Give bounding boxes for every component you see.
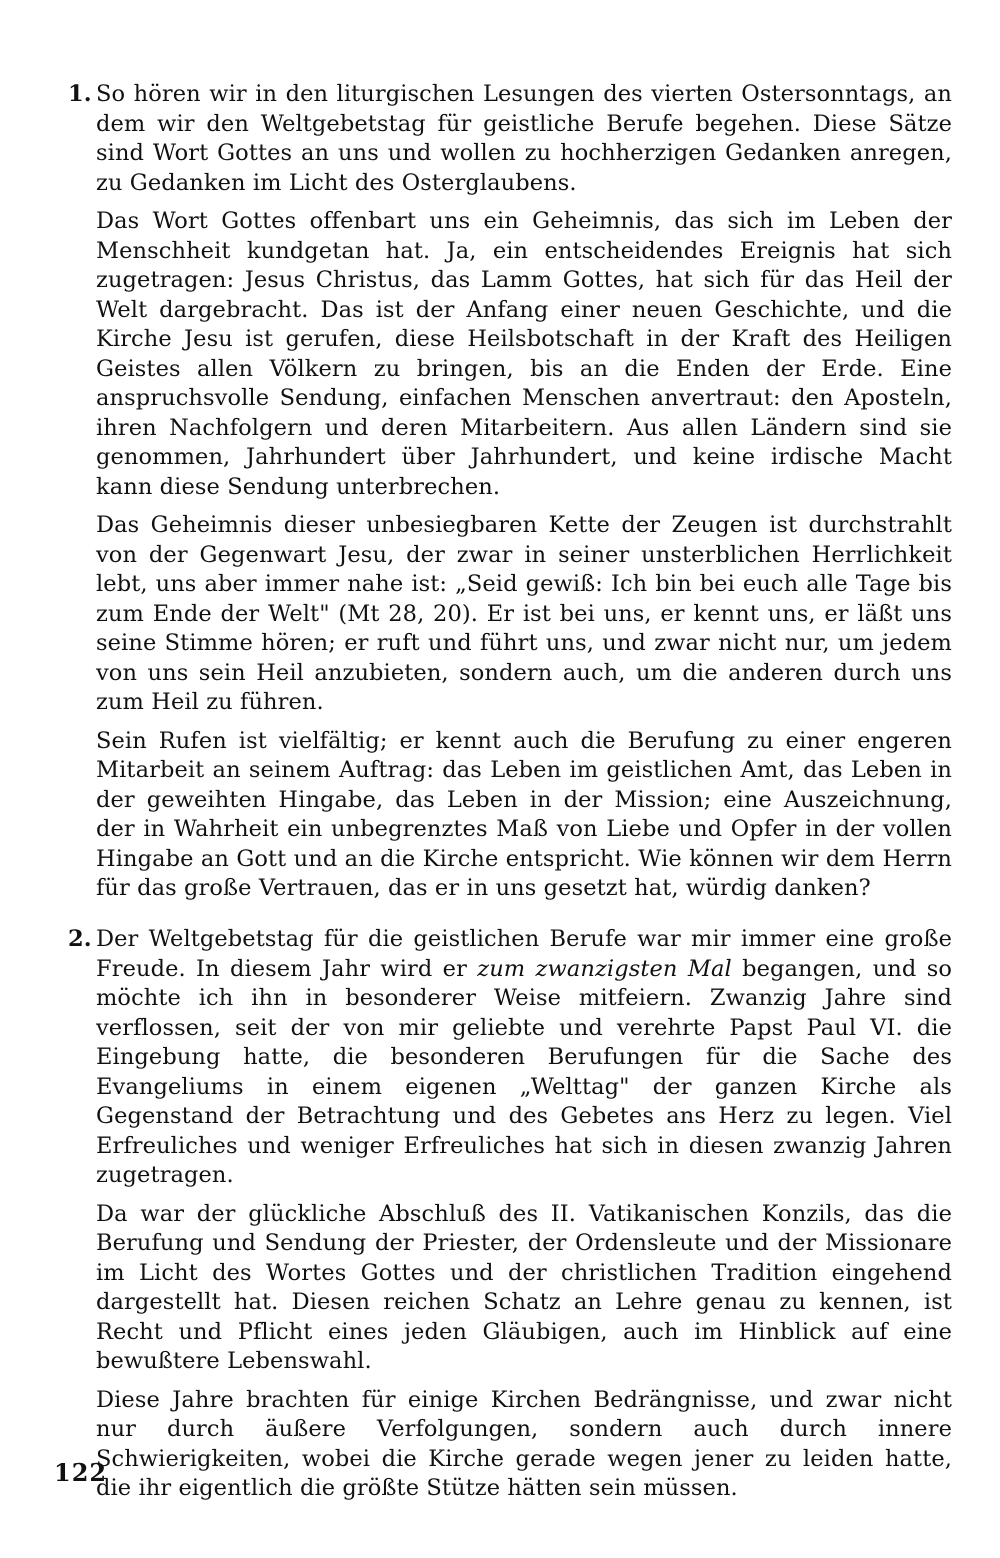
- section-2-number: 2.: [68, 926, 92, 952]
- section-2-paragraph-3: Diese Jahre brachten für einige Kirchen Bedrängnisse, und zwar nicht nur durch äußere Verfolgungen, sondern auch durch innere Schwierigkeiten, wobei die Kirche gerade wegen jener zu leiden hatte, die ihr eigentlich die größte Stütze hätten sein müssen.: [96, 1386, 952, 1501]
- section-2-paragraph-1-text-b: begangen, und so möchte ich ihn in besonderer Weise mitfeiern. Zwanzig Jahre sind verflossen, seit der von mir geliebte und verehrte Papst Paul VI. die Eingebung hatte, die besonderen Berufungen für die Sache des Evangeliums in einem eigenen „Welttag" der ganzen Kirche als Gegenstand der Betrachtung und des Gebetes ans Herz zu legen. Viel Erfreuliches und weniger Erfreuliches hat sich in diesen zwanzig Jahren zugetragen.: [96, 955, 952, 1188]
- section-2-paragraph-2: Da war der glückliche Abschluß des II. Vatikanischen Konzils, das die Berufung und Sendung der Priester, der Ordensleute und der Missionare im Licht des Wortes Gottes und der christlichen Tradition eingehend dargestellt hat. Diesen reichen Schatz an Lehre genau zu kennen, ist Recht und Pflicht eines jeden Gläubigen, auch im Hinblick auf eine bewußtere Lebenswahl.: [96, 1200, 952, 1374]
- section-1-paragraph-3: Das Geheimnis dieser unbesiegbaren Kette der Zeugen ist durchstrahlt von der Gegenwart Jesu, der zwar in seiner unsterblichen Herrlichkeit lebt, uns aber immer nahe ist: „Seid gewiß: Ich bin bei euch alle Tage bis zum Ende der Welt" (Mt 28, 20). Er ist bei uns, er kennt uns, er läßt uns seine Stimme hören; er ruft und führt uns, und zwar nicht nur, um jedem von uns sein Heil anzubieten, sondern auch, um die anderen durch uns zum Heil zu führen.: [96, 512, 952, 715]
- section-1-paragraph-4: Sein Rufen ist vielfältig; er kennt auch die Berufung zu einer engeren Mitarbeit an seinem Auftrag: das Leben im geistlichen Amt, das Leben in der geweihten Hingabe, das Leben in der Mission; eine Auszeichnung, der in Wahrheit ein unbegrenztes Maß von Liebe und Opfer in der vollen Hingabe an Gott und an die Kirche entspricht. Wie können wir dem Herrn für das große Vertrauen, das er in uns gesetzt hat, würdig danken?: [96, 727, 952, 901]
- page-number: 122: [54, 1458, 108, 1487]
- section-2-emphasis: zum zwanzigsten Mal: [477, 955, 732, 982]
- section-1-paragraph-1-text: So hören wir in den liturgischen Lesungen des vierten Ostersonntags, an dem wir den Weltgebetstag für geistliche Berufe begehen. Diese Sätze sind Wort Gottes an uns und wollen zu hochherzigen Gedanken anregen, zu Gedanken im Licht des Osterglaubens.: [96, 81, 952, 196]
- section-1-paragraph-2: Das Wort Gottes offenbart uns ein Geheimnis, das sich im Leben der Menschheit kundgetan hat. Ja, ein entscheidendes Ereignis hat sich zugetragen: Jesus Christus, das Lamm Gottes, hat sich für das Heil der Welt dargebracht. Das ist der Anfang einer neuen Geschichte, und die Kirche Jesu ist gerufen, diese Heilsbotschaft in der Kraft des Heiligen Geistes allen Völkern zu bringen, bis an die Enden der Erde. Eine anspruchsvolle Sendung, einfachen Menschen anvertraut: den Aposteln, ihren Nachfolgern und deren Mitarbeitern. Aus allen Ländern sind sie genommen, Jahrhundert über Jahrhundert, und keine irdische Macht kann diese Sendung unterbrechen.: [96, 208, 952, 500]
- section-1-number: 1.: [68, 81, 92, 107]
- section-1: [68, 80, 952, 913]
- section-2-paragraph-1: [68, 925, 952, 1191]
- section-1-paragraph-1: [68, 80, 952, 198]
- section-2-paragraph-1-text-a: Der Weltgebetstag für die geistlichen Berufe war mir immer eine große Freude. In diesem Jahr wird er: [96, 926, 952, 982]
